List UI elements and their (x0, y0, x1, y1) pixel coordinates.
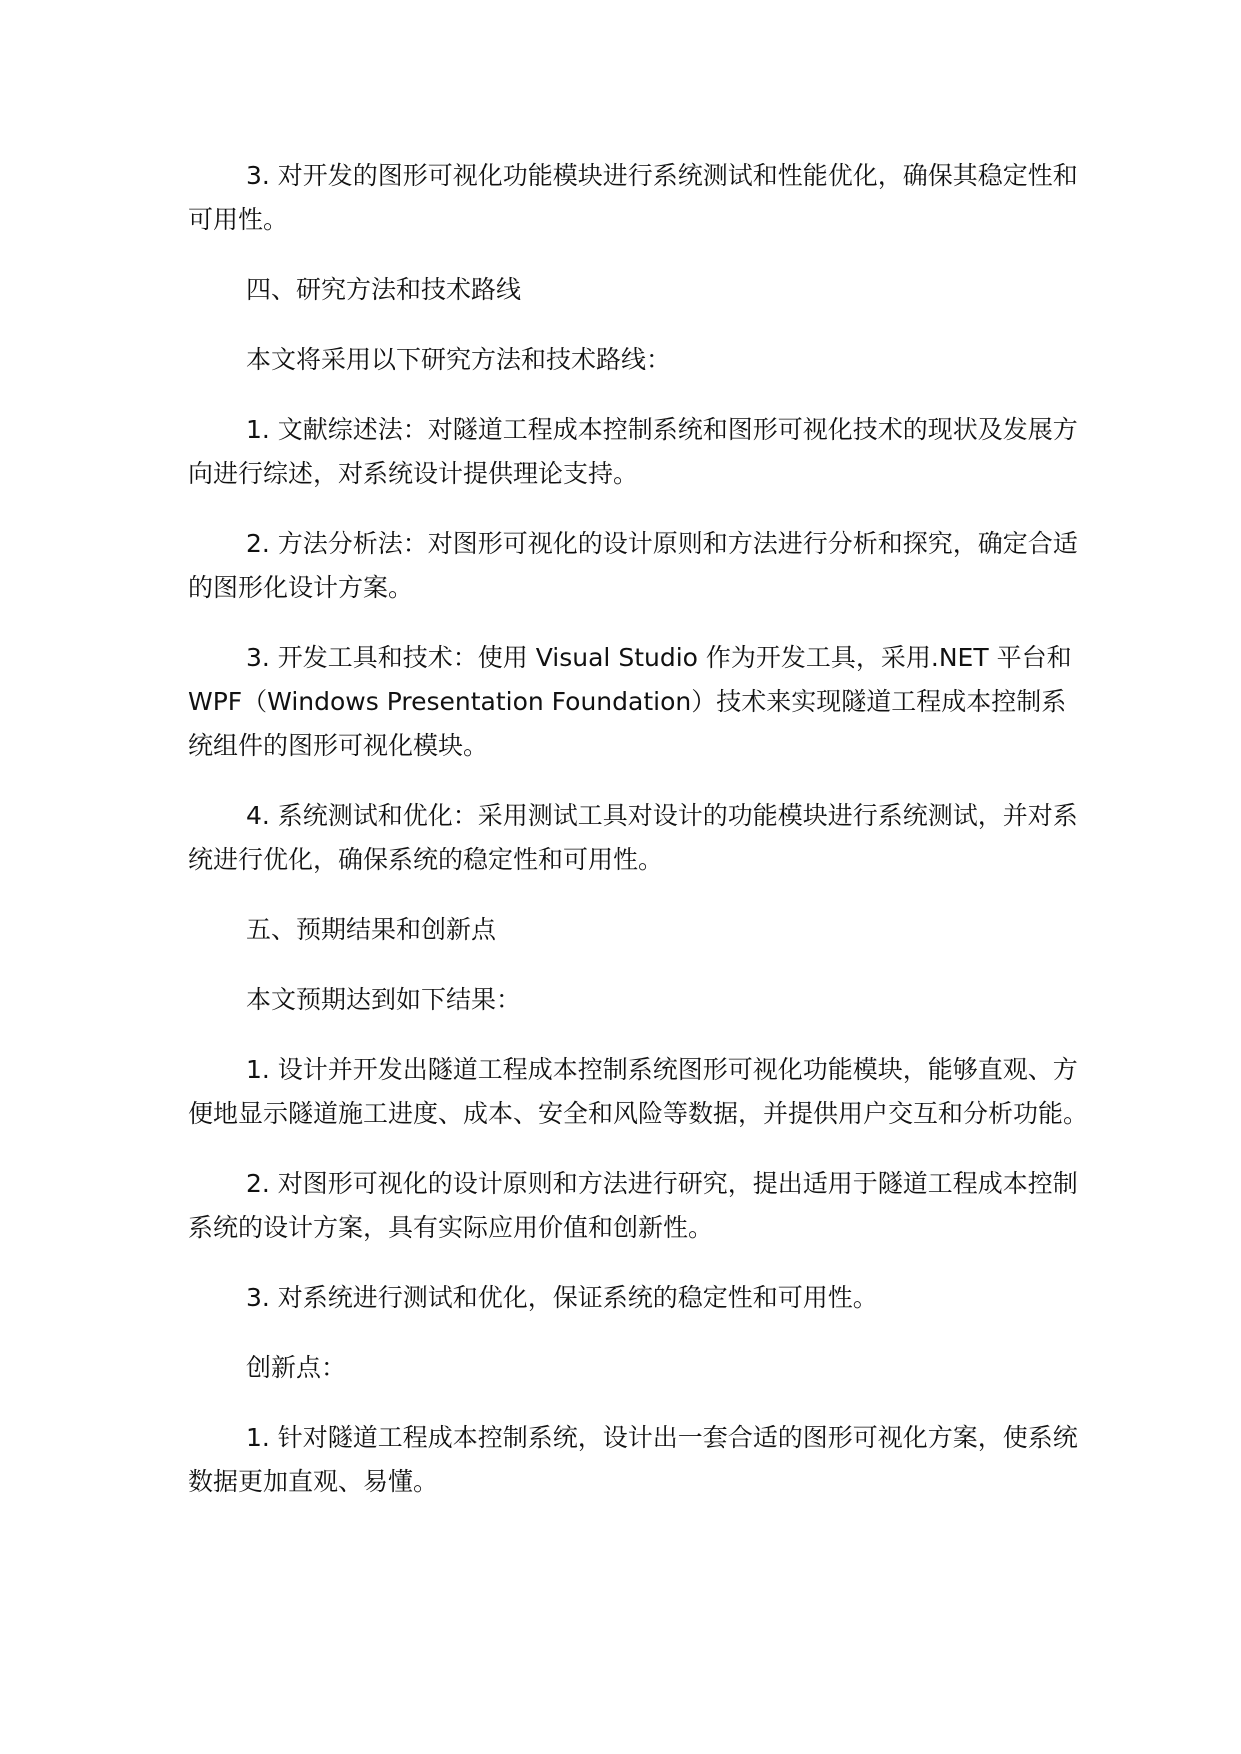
paragraph-result-2: 2. 对图形可视化的设计原则和方法进行研究，提出适用于隧道工程成本控制系统的设计方案，具有实际应用价值和创新性。 (188, 1169, 1078, 1242)
paragraph-method-2: 2. 方法分析法：对图形可视化的设计原则和方法进行分析和探究，确定合适的图形化设计方案。 (188, 529, 1078, 602)
paragraph-item-3-testing: 3. 对开发的图形可视化功能模块进行系统测试和性能优化，确保其稳定性和可用性。 (188, 161, 1078, 234)
paragraph-result-1: 1. 设计并开发出隧道工程成本控制系统图形可视化功能模块，能够直观、方便地显示隧道施工进度、成本、安全和风险等数据，并提供用户交互和分析功能。 (188, 1055, 1089, 1128)
paragraph-results-intro: 本文预期达到如下结果： (246, 985, 522, 1014)
paragraph-method-3: 3. 开发工具和技术：使用 Visual Studio 作为开发工具，采用.NET 平台和 WPF（Windows Presentation Foundation）技术来实现隧道工程成本控制系统组件的图形可视化模块。 (188, 643, 1072, 760)
paragraph-method-4: 4. 系统测试和优化：采用测试工具对设计的功能模块进行系统测试，并对系统进行优化，确保系统的稳定性和可用性。 (188, 801, 1078, 874)
paragraph-result-3: 3. 对系统进行测试和优化，保证系统的稳定性和可用性。 (246, 1283, 878, 1312)
document-body (188, 154, 1088, 1530)
paragraph-method-1: 1. 文献综述法：对隧道工程成本控制系统和图形可视化技术的现状及发展方向进行综述，对系统设计提供理论支持。 (188, 415, 1078, 488)
paragraph-methods-intro: 本文将采用以下研究方法和技术路线： (246, 345, 672, 374)
paragraph-innovation-label: 创新点： (246, 1353, 347, 1382)
paragraph-innovation-1: 1. 针对隧道工程成本控制系统，设计出一套合适的图形可视化方案，使系统数据更加直观、易懂。 (188, 1423, 1078, 1496)
section-heading-results: 五、预期结果和创新点 (246, 915, 497, 944)
section-heading-methods: 四、研究方法和技术路线 (246, 275, 522, 304)
